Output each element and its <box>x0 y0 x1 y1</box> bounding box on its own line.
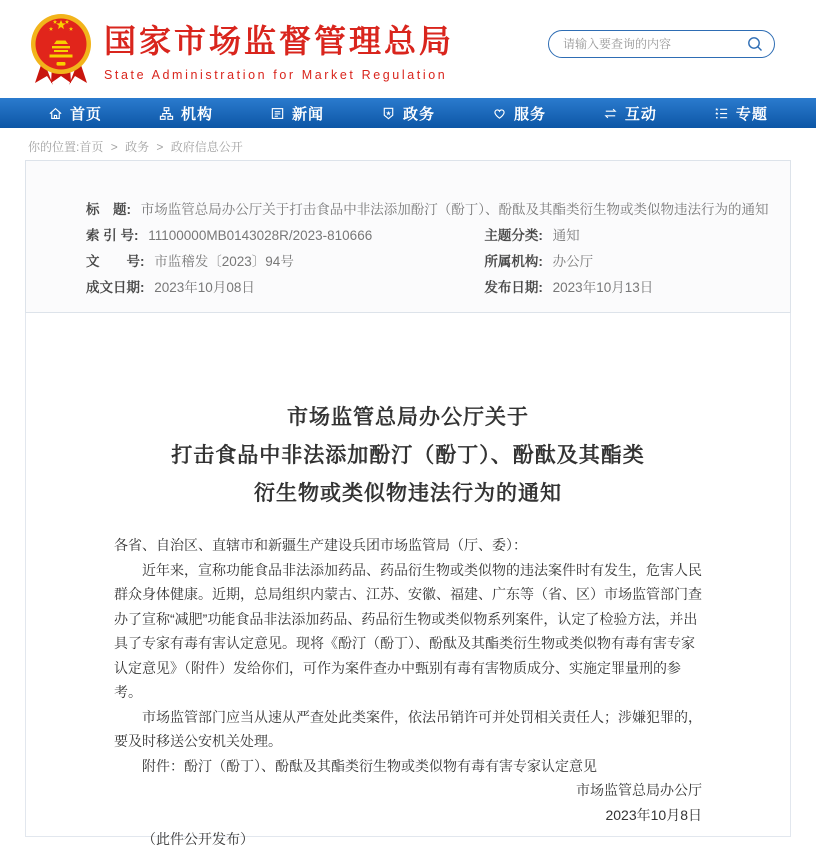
meta-row-publish-date <box>484 275 750 301</box>
meta-row-index <box>86 223 484 249</box>
meta-index-label: 索 引 号: <box>86 228 139 243</box>
meta-title-label: 标 题: <box>86 202 131 217</box>
site-header <box>0 0 816 98</box>
paragraph-2: 市场监管部门应当从速从严查处此类案件，依法吊销许可并处罚相关责任人；涉嫌犯罪的，要及时移送公安机关处理。 <box>114 708 702 749</box>
meta-row-doc-no <box>86 249 484 275</box>
org-names <box>104 16 454 82</box>
nav-label: 新闻 <box>291 105 324 123</box>
breadcrumb-gov[interactable]: 政务 <box>125 140 150 154</box>
nav-item-gov[interactable] <box>381 103 435 124</box>
paragraph-1: 近年来，宣称功能食品非法添加药品、药品衍生物或类似物的违法案件时有发生，危害人民群众身体健康。近期，总局组织内蒙古、江苏、安徽、福建、广东等（省、区）市场监管部门查办了宣称“减肥”功能食品非法添加药品、药品衍生物或类似物系列案件，认定了检验方法，并出具了专家有毒有害认定意见。现将《酚汀（酚丁）、酚酞及其酯类衍生物或类似物有毒有害专家认定意见》（附件）发给你们，可作为案件查办中甄别有毒有害物质成分、实施定罪量刑的参考。 <box>114 561 702 700</box>
nav-item-interact[interactable] <box>603 103 657 124</box>
meta-publish-date-label: 发布日期: <box>484 280 543 295</box>
breadcrumb-home[interactable]: 首页 <box>79 140 104 154</box>
main-nav <box>0 98 816 128</box>
nav-label: 互动 <box>624 105 657 123</box>
news-icon <box>270 106 285 121</box>
site-title: 国家市场监督管理总局 <box>104 23 455 59</box>
exchange-arrows-icon <box>603 106 618 121</box>
nav-label: 专题 <box>735 105 768 123</box>
meta-row-category <box>484 223 750 249</box>
meta-org-label: 所属机构: <box>484 254 543 269</box>
national-emblem-icon <box>28 11 94 87</box>
meta-grid <box>86 223 750 301</box>
sign-date: 2023年10月8日 <box>605 806 702 823</box>
breadcrumb-info-disclosure[interactable]: 政府信息公开 <box>170 140 243 154</box>
meta-title-value: 市场监管总局办公厅关于打击食品中非法添加酚汀（酚丁）、酚酞及其酯类衍生物或类似物违法行为的通知 <box>140 202 769 217</box>
document-title-line: 打击食品中非法添加酚汀（酚丁）、酚酞及其酯类 <box>171 444 645 467</box>
nav-item-home[interactable] <box>48 103 102 124</box>
document-title <box>114 399 702 513</box>
salutation: 各省、自治区、直辖市和新疆生产建设兵团市场监管局（厅、委）： <box>114 537 527 553</box>
nav-item-service[interactable] <box>492 103 546 124</box>
attachment-line: 附件：酚汀（酚丁）、酚酞及其酯类衍生物或类似物有毒有害专家认定意见 <box>142 757 597 774</box>
meta-category-label: 主题分类: <box>484 228 543 243</box>
breadcrumb <box>28 138 816 155</box>
site-subtitle: State Administration for Market Regulation <box>104 68 448 82</box>
gov-badge-icon <box>381 106 396 121</box>
nav-label: 机构 <box>180 105 213 123</box>
document-title-line: 市场监管总局办公厅关于 <box>287 406 529 429</box>
breadcrumb-separator: > <box>156 140 164 154</box>
document-title-line: 衍生物或类似物违法行为的通知 <box>254 482 562 505</box>
document-body-panel <box>25 313 791 847</box>
heart-icon <box>492 106 507 121</box>
nav-label: 政务 <box>402 105 435 123</box>
meta-written-date-label: 成文日期: <box>86 280 145 295</box>
meta-index-value: 11100000MB0143028R/2023-810666 <box>148 228 373 243</box>
home-icon <box>48 106 63 121</box>
search-input[interactable] <box>563 37 746 51</box>
site-search <box>548 30 775 58</box>
meta-row-written-date <box>86 275 484 301</box>
breadcrumb-prefix: 你的位置: <box>28 140 80 154</box>
meta-doc-no-label: 文 号: <box>86 254 145 269</box>
org-chart-icon <box>159 106 174 121</box>
document-body <box>114 533 702 852</box>
meta-row-org <box>484 249 750 275</box>
meta-row-title <box>86 197 769 223</box>
meta-publish-date-value: 2023年10月13日 <box>552 280 654 295</box>
nav-item-org[interactable] <box>159 103 213 124</box>
nav-item-topic[interactable] <box>714 103 768 124</box>
meta-org-value: 办公厅 <box>552 254 594 269</box>
public-release-note: （此件公开发布） <box>142 831 254 847</box>
nav-label: 首页 <box>70 105 103 123</box>
meta-written-date-value: 2023年10月08日 <box>154 280 255 295</box>
logo-block <box>28 11 454 87</box>
search-icon[interactable] <box>746 35 764 53</box>
nav-label: 服务 <box>513 105 546 123</box>
meta-doc-no-value: 市监稽发〔2023〕94号 <box>154 254 294 269</box>
signer: 市场监管总局办公厅 <box>576 782 702 798</box>
breadcrumb-separator: > <box>110 140 118 154</box>
meta-category-value: 通知 <box>552 228 580 243</box>
topic-list-icon <box>714 106 729 121</box>
document-meta-panel <box>25 160 791 313</box>
nav-item-news[interactable] <box>270 103 324 124</box>
